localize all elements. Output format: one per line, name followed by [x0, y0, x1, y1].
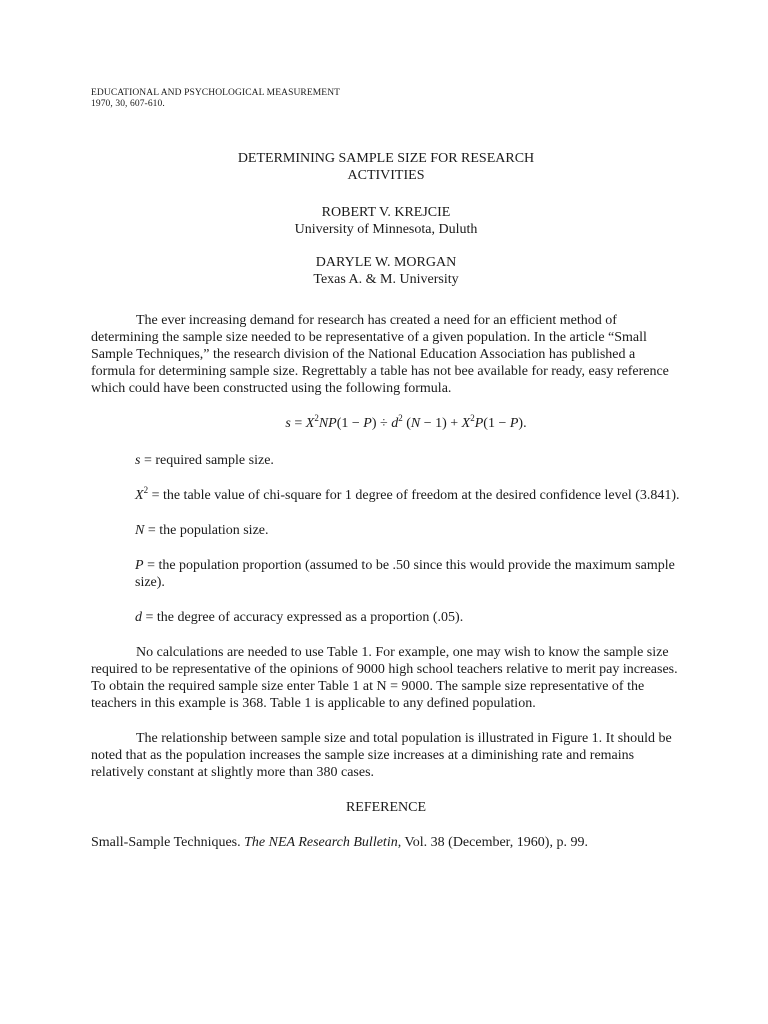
reference-entry: Small-Sample Techniques. The NEA Research Bulletin, Vol. 38 (December, 1960), p. 99. — [91, 835, 588, 850]
definition-chi-square: $X^2$ = the table value of chi-square for 1 degree of freedom at the desired confidence level (3.841). — [135, 485, 680, 503]
example-paragraph: No calculations are needed to use Table 1. For example, one may wish to know the sample size required to be representative of the opinions of 9000 high school teachers relative to merit pay increases. To obtain the required sample size enter Table 1 at N = 9000. The sample size representative of the teachers in this example is 368. Table 1 is applicable to any defined population. — [91, 645, 678, 711]
author-name: ROBERT V. KREJCIE — [321, 205, 451, 220]
definition-d: d = the degree of accuracy expressed as a proportion (.05). — [135, 610, 464, 625]
definition-s: s = required sample size. — [135, 453, 274, 468]
relationship-paragraph: The relationship between sample size and total population is illustrated in Figure 1. It should be noted that as the population increases the sample size increases at a diminishing rate and remains relatively constant at slightly more than 380 cases. — [91, 731, 672, 780]
sample-size-formula: $s = X^2NP(1 - P) \div d^2$ $(N - 1) + X^2P(1 - P)$. — [285, 413, 527, 431]
paper-title — [91, 150, 681, 184]
journal-header — [91, 88, 681, 110]
definition-p: P = the population proportion (assumed to be .50 since this would provide the maximum sample size). — [135, 558, 675, 590]
journal-name: EDUCATIONAL AND PSYCHOLOGICAL MEASUREMENT — [91, 88, 341, 98]
author-1 — [91, 204, 681, 238]
formula-s: s — [285, 416, 291, 431]
journal-citation: 1970, 30, 607-610. — [91, 99, 165, 109]
author-affiliation: University of Minnesota, Duluth — [294, 222, 478, 237]
definition-n: N = the population size. — [135, 523, 269, 538]
intro-paragraph: The ever increasing demand for research has created a need for an efficient method of determining the sample size needed to be representative of a given population. In the article “Small Sample Techniques,” the research division of the National Education Association has published a formula for determining sample size. Regrettably a table has not bee available for ready, easy reference which could have been constructed using the following formula. — [91, 313, 669, 396]
reference-journal: The NEA Research Bulletin — [244, 835, 398, 850]
title-line-2: ACTIVITIES — [347, 168, 425, 183]
title-line-1: DETERMINING SAMPLE SIZE FOR RESEARCH — [237, 151, 535, 166]
paper-page — [91, 88, 681, 851]
author-2 — [91, 254, 681, 288]
reference-heading: REFERENCE — [345, 800, 427, 815]
author-affiliation: Texas A. & M. University — [313, 272, 459, 287]
author-name: DARYLE W. MORGAN — [315, 255, 457, 270]
